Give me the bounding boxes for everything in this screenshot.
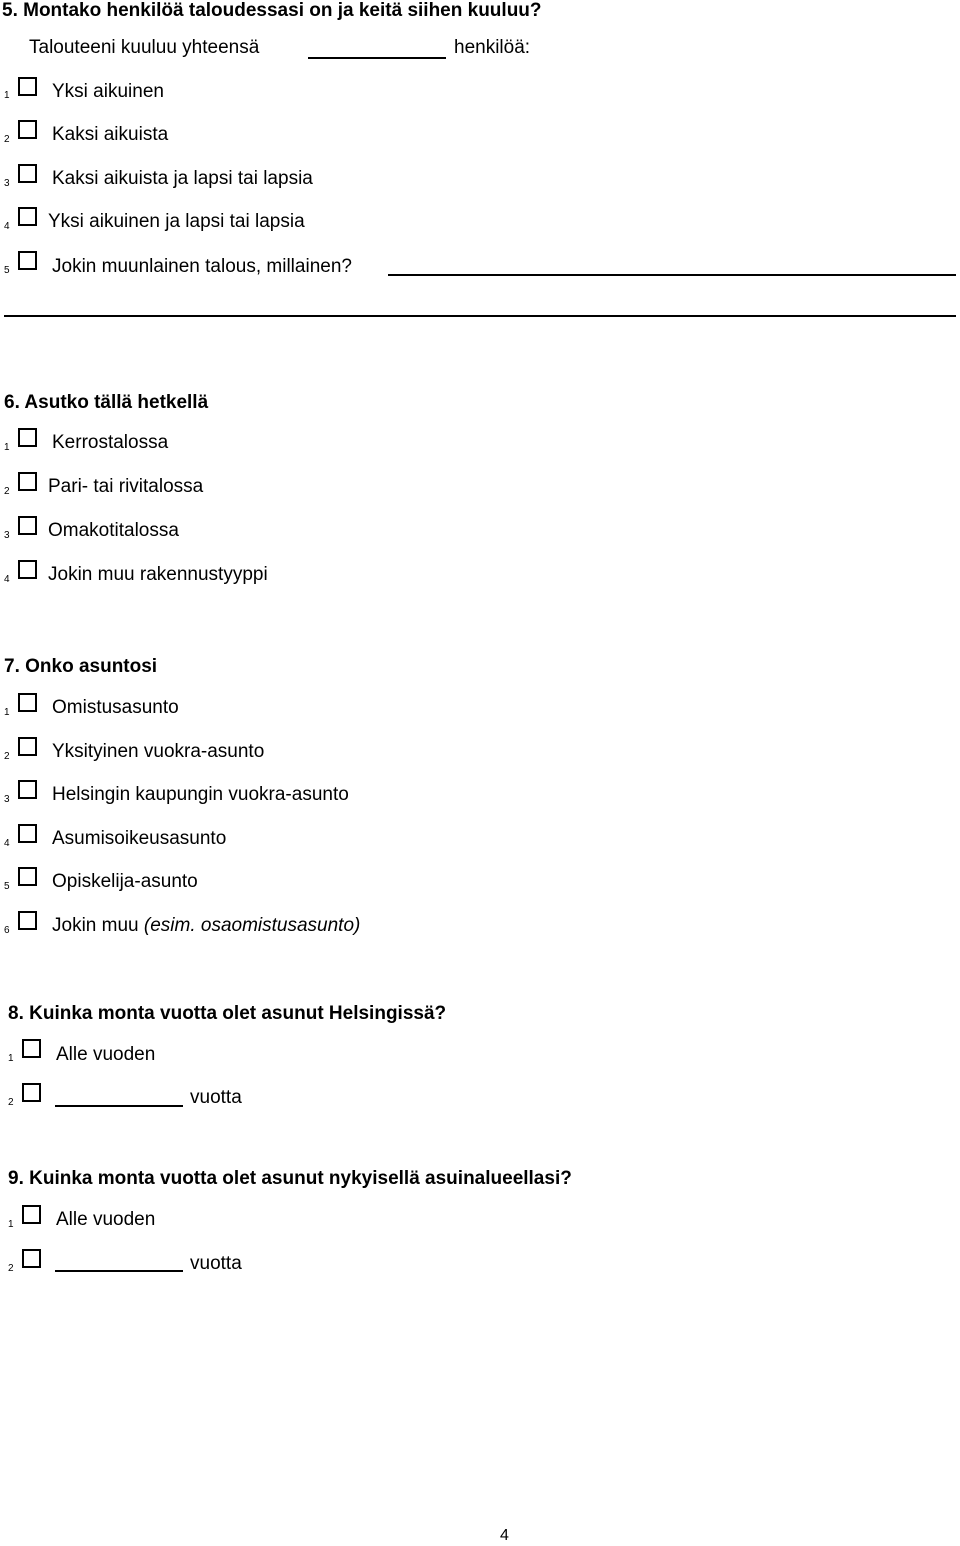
q8-title: 8. Kuinka monta vuotta olet asunut Helsingissä? bbox=[8, 1003, 447, 1024]
q6-option-4-number: 4 bbox=[4, 574, 10, 585]
q6-option-3-number: 3 bbox=[4, 530, 10, 541]
q8-option-1-checkbox[interactable] bbox=[22, 1039, 41, 1058]
q6-title: 6. Asutko tällä hetkellä bbox=[4, 392, 209, 413]
q5-option-4-label: Yksi aikuinen ja lapsi tai lapsia bbox=[48, 211, 305, 232]
q9-option-1-checkbox[interactable] bbox=[22, 1205, 41, 1224]
q7-option-1-number: 1 bbox=[4, 707, 10, 718]
q5-other-field-continued[interactable] bbox=[4, 315, 956, 317]
q5-option-1-number: 1 bbox=[4, 90, 10, 101]
q6-option-2-label: Pari- tai rivitalossa bbox=[48, 476, 204, 497]
q7-option-4-number: 4 bbox=[4, 838, 10, 849]
q8-option-2-number: 2 bbox=[8, 1097, 14, 1108]
q9-years-field[interactable] bbox=[55, 1270, 183, 1272]
q7-option-2-checkbox[interactable] bbox=[18, 737, 37, 756]
q7-option-3-number: 3 bbox=[4, 794, 10, 805]
q7-option-4-label: Asumisoikeusasunto bbox=[52, 828, 227, 849]
q7-option-6-text: Jokin muu bbox=[52, 915, 139, 936]
q6-option-4-checkbox[interactable] bbox=[18, 560, 37, 579]
q5-option-3-number: 3 bbox=[4, 178, 10, 189]
q9-option-1-number: 1 bbox=[8, 1219, 14, 1230]
q8-option-1-label: Alle vuoden bbox=[56, 1044, 156, 1065]
q7-option-6-note: (esim. osaomistusasunto) bbox=[143, 915, 361, 936]
q5-count-prefix: Talouteeni kuuluu yhteensä bbox=[29, 37, 260, 58]
q7-option-4-checkbox[interactable] bbox=[18, 824, 37, 843]
q5-option-4-checkbox[interactable] bbox=[18, 207, 37, 226]
q5-option-5-checkbox[interactable] bbox=[18, 251, 37, 270]
q7-option-6-number: 6 bbox=[4, 925, 10, 936]
page-number: 4 bbox=[500, 1527, 509, 1544]
q8-option-2-label: vuotta bbox=[190, 1087, 242, 1108]
q7-title: 7. Onko asuntosi bbox=[4, 656, 158, 677]
q9-option-2-checkbox[interactable] bbox=[22, 1249, 41, 1268]
q5-option-4-number: 4 bbox=[4, 221, 10, 232]
q6-option-1-number: 1 bbox=[4, 442, 10, 453]
q9-title: 9. Kuinka monta vuotta olet asunut nykyisellä asuinalueellasi? bbox=[8, 1168, 572, 1189]
q8-option-1-number: 1 bbox=[8, 1053, 14, 1064]
q5-option-1-checkbox[interactable] bbox=[18, 77, 37, 96]
q8-years-field[interactable] bbox=[55, 1105, 183, 1107]
q6-option-1-label: Kerrostalossa bbox=[52, 432, 169, 453]
q7-option-6-label bbox=[52, 915, 360, 937]
q7-option-5-number: 5 bbox=[4, 881, 10, 892]
q9-option-1-label: Alle vuoden bbox=[56, 1209, 156, 1230]
q5-option-2-checkbox[interactable] bbox=[18, 120, 37, 139]
q8-option-2-checkbox[interactable] bbox=[22, 1083, 41, 1102]
q5-option-3-checkbox[interactable] bbox=[18, 164, 37, 183]
q5-option-1-label: Yksi aikuinen bbox=[52, 81, 164, 102]
q7-option-5-checkbox[interactable] bbox=[18, 867, 37, 886]
q7-option-2-number: 2 bbox=[4, 751, 10, 762]
q7-option-3-label: Helsingin kaupungin vuokra-asunto bbox=[52, 784, 349, 805]
q9-option-2-label: vuotta bbox=[190, 1253, 242, 1274]
q6-option-4-label: Jokin muu rakennustyyppi bbox=[48, 564, 268, 585]
q5-title: 5. Montako henkilöä taloudessasi on ja keitä siihen kuuluu? bbox=[2, 0, 542, 21]
q7-option-6-checkbox[interactable] bbox=[18, 911, 37, 930]
q7-option-5-label: Opiskelija-asunto bbox=[52, 871, 198, 892]
q6-option-2-number: 2 bbox=[4, 486, 10, 497]
q5-option-5-number: 5 bbox=[4, 265, 10, 276]
q6-option-3-label: Omakotitalossa bbox=[48, 520, 179, 541]
q6-option-2-checkbox[interactable] bbox=[18, 472, 37, 491]
q7-option-2-label: Yksityinen vuokra-asunto bbox=[52, 741, 265, 762]
q5-option-3-label: Kaksi aikuista ja lapsi tai lapsia bbox=[52, 168, 313, 189]
q7-option-1-checkbox[interactable] bbox=[18, 693, 37, 712]
q5-count-field[interactable] bbox=[308, 57, 446, 59]
q6-option-1-checkbox[interactable] bbox=[18, 428, 37, 447]
q7-option-3-checkbox[interactable] bbox=[18, 780, 37, 799]
q6-option-3-checkbox[interactable] bbox=[18, 516, 37, 535]
q9-option-2-number: 2 bbox=[8, 1263, 14, 1274]
q7-option-1-label: Omistusasunto bbox=[52, 697, 179, 718]
q5-option-5-label: Jokin muunlainen talous, millainen? bbox=[52, 256, 352, 277]
q5-count-suffix: henkilöä: bbox=[454, 37, 531, 58]
q5-other-field[interactable] bbox=[388, 274, 956, 276]
q5-option-2-label: Kaksi aikuista bbox=[52, 124, 169, 145]
q5-option-2-number: 2 bbox=[4, 134, 10, 145]
